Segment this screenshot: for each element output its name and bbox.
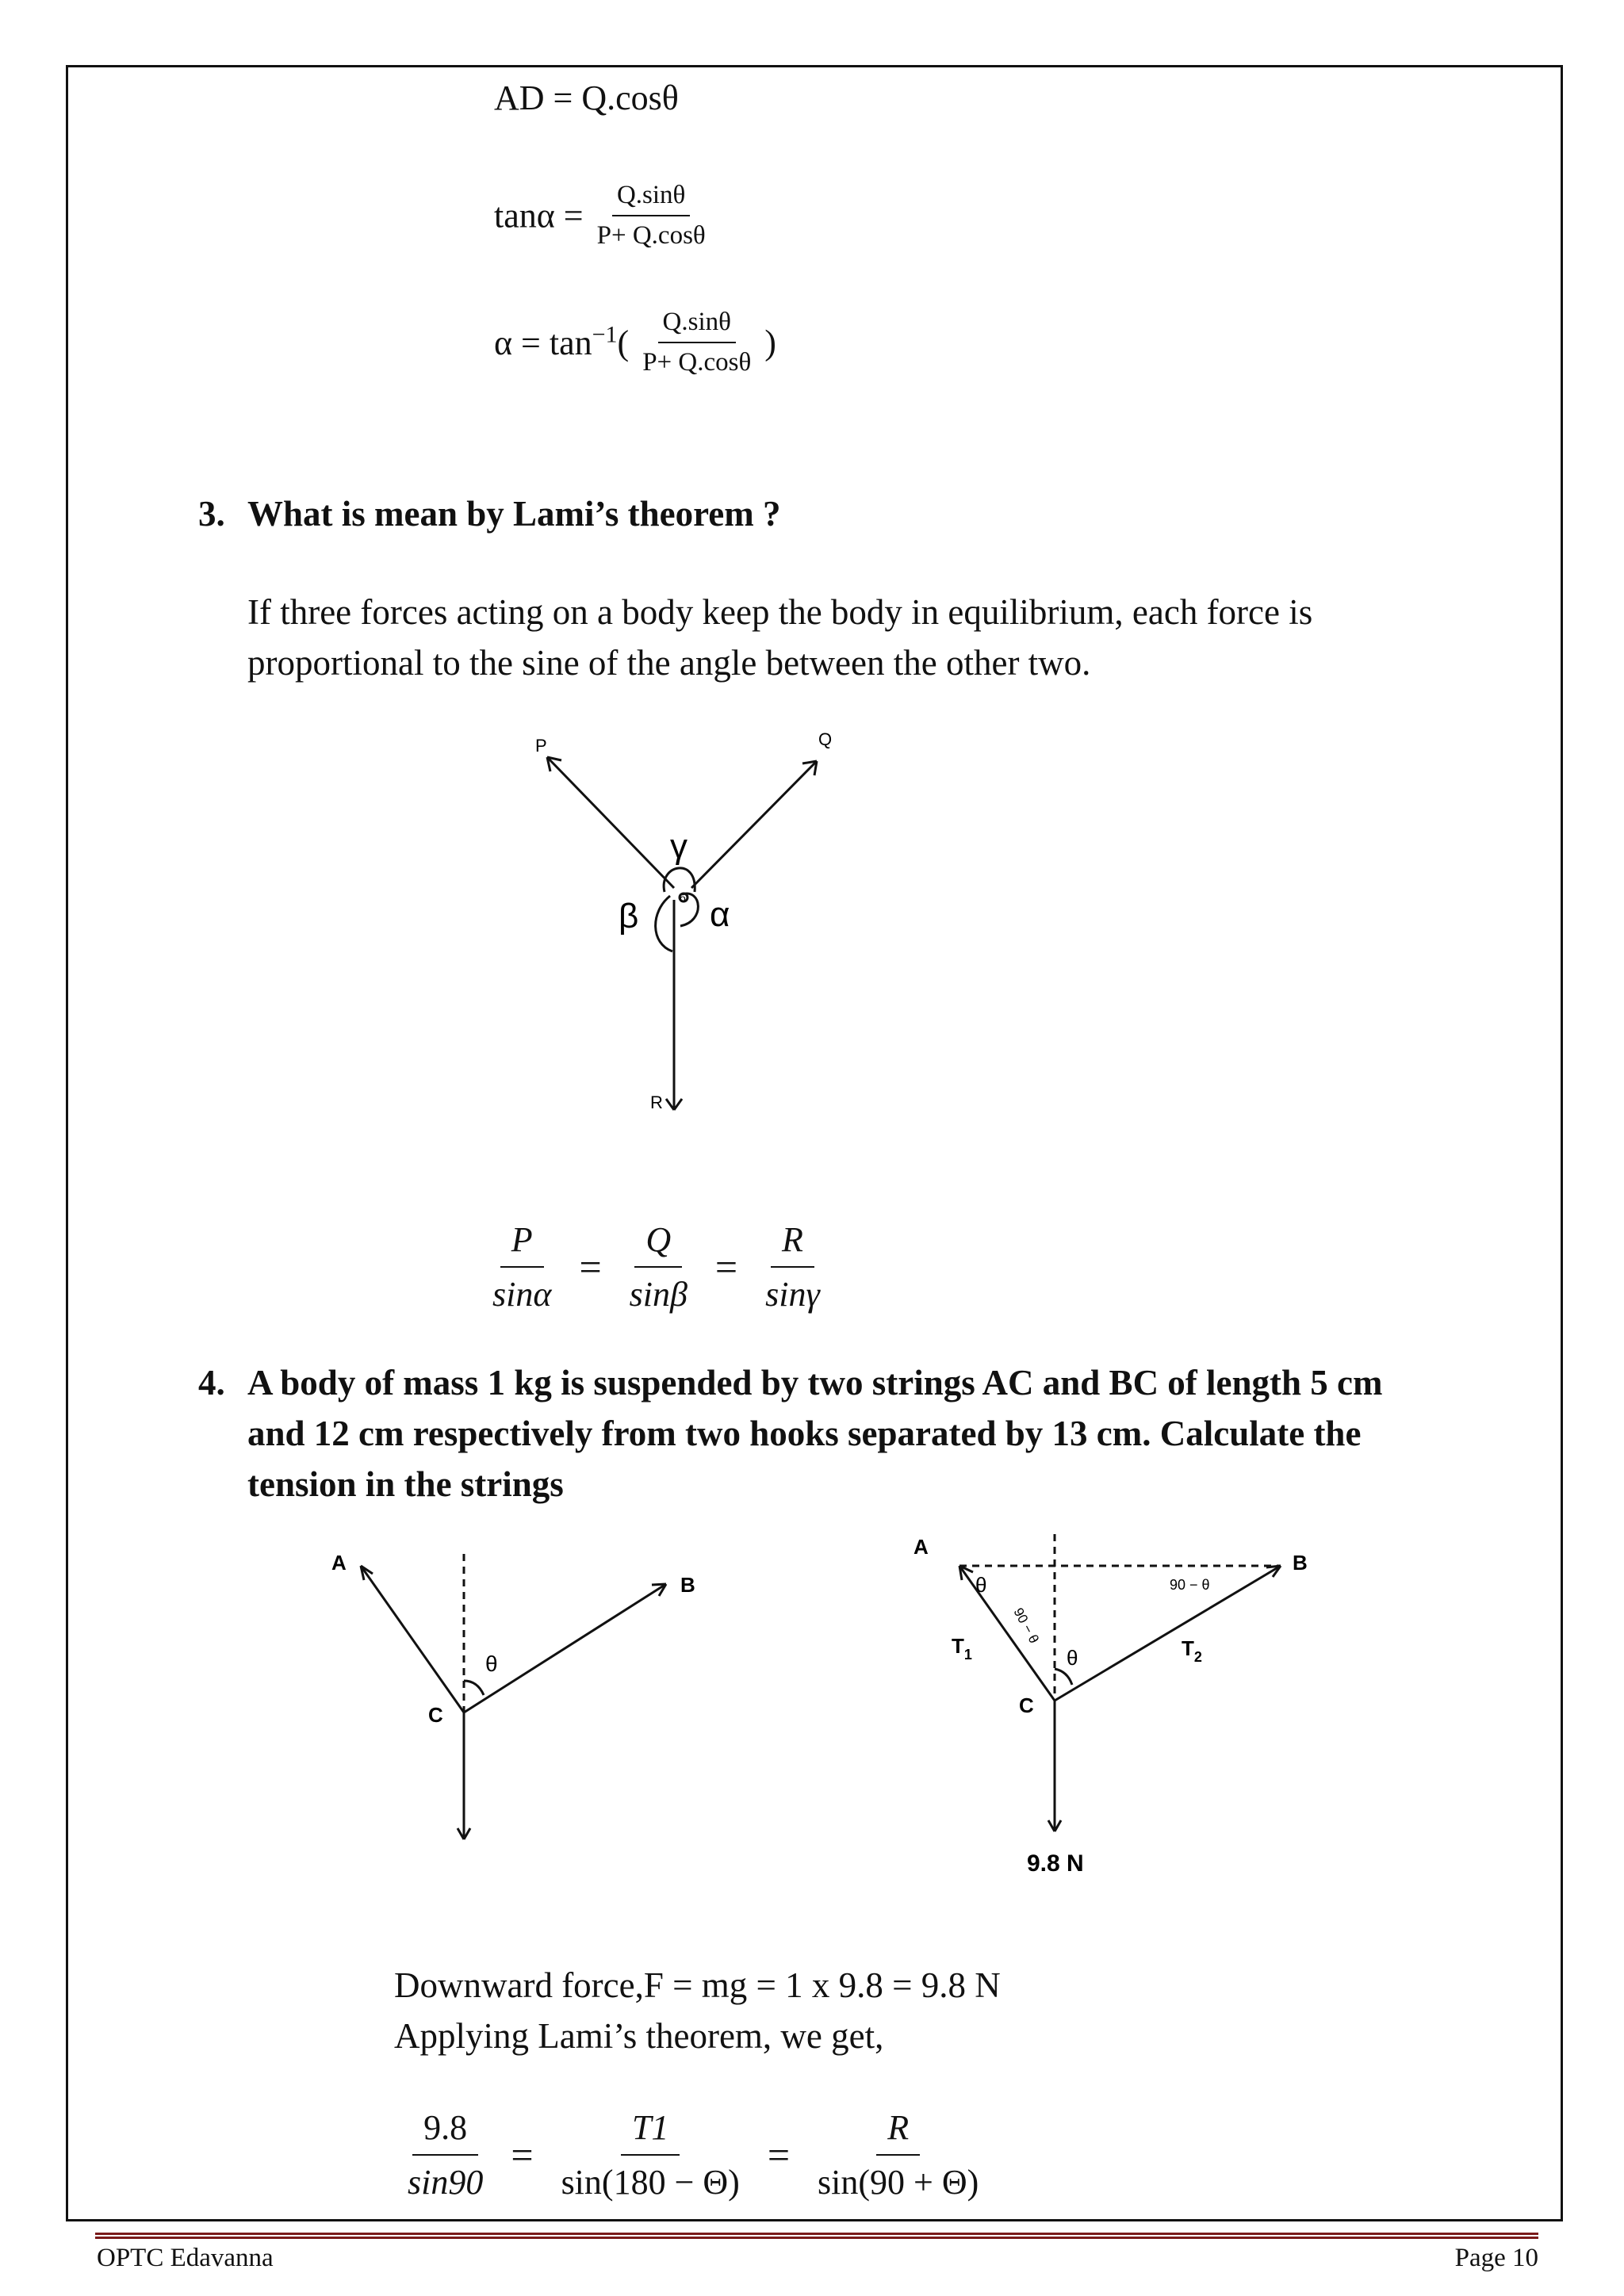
label-weight-force: 9.8 N <box>1027 1850 1084 1877</box>
theta-arc <box>464 1681 484 1695</box>
lami-fraction-3 <box>754 1219 831 1314</box>
label-beta: β <box>619 897 639 936</box>
string-bc-right <box>1055 1566 1281 1701</box>
tension-den-2: sin(180 − Θ) <box>561 2163 740 2202</box>
alpha-lhs-text: α = tan <box>494 323 592 363</box>
string-ac-right <box>959 1566 1055 1701</box>
solution-line-1: Downward force,F = mg = 1 x 9.8 = 9.8 N <box>394 1965 1001 2005</box>
label-t2 <box>1182 1636 1202 1665</box>
page-border <box>66 65 1563 2221</box>
answer-3-line-2: proportional to the sine of the angle between the other two. <box>247 643 1091 683</box>
left-label-b: B <box>680 1573 695 1597</box>
solution-text <box>394 1960 1001 2061</box>
strings-diagram-left <box>317 1538 730 1855</box>
force-q-line <box>691 761 817 888</box>
label-gamma: γ <box>670 827 688 866</box>
force-p-line <box>547 757 674 888</box>
tension-fraction-2 <box>550 2107 751 2202</box>
tension-formula <box>396 2107 990 2202</box>
right-label-b: B <box>1293 1551 1308 1575</box>
strings-diagram-right <box>896 1522 1340 1895</box>
tan-alpha-denominator: P+ Q.cosθ <box>596 221 706 250</box>
lami-den-1: sinα <box>492 1275 552 1314</box>
string-bc <box>464 1584 666 1712</box>
footer-rule-bottom <box>95 2237 1538 2239</box>
beta-arc <box>656 896 672 951</box>
answer-3-line-1: If three forces acting on a body keep the body in equilibrium, each force is <box>247 592 1313 632</box>
label-90-minus-theta-c: 90 − θ <box>1010 1605 1042 1647</box>
lami-num-2: Q <box>634 1219 682 1268</box>
lami-fraction-1 <box>481 1219 562 1314</box>
footer-left: OPTC Edavanna <box>97 2244 274 2272</box>
left-label-a: A <box>331 1551 347 1575</box>
right-label-a: A <box>914 1535 929 1559</box>
lami-eq-2: = <box>714 1245 738 1289</box>
left-label-c: C <box>428 1703 443 1727</box>
footer-rule <box>95 2233 1538 2241</box>
tension-den-1: sin90 <box>408 2163 484 2202</box>
tension-fraction-3 <box>806 2107 990 2202</box>
question-3-answer <box>247 587 1312 688</box>
right-label-theta-a: θ <box>975 1573 987 1597</box>
page-number: Page 10 <box>1454 2244 1538 2272</box>
tension-num-2: T1 <box>621 2107 680 2156</box>
theta-arc-right <box>1055 1669 1072 1685</box>
lami-formula <box>481 1219 831 1314</box>
label-t2-subscript: 2 <box>1193 1649 1202 1665</box>
tension-num-3: R <box>876 2107 920 2156</box>
lami-fraction-2 <box>619 1219 699 1314</box>
lami-num-3: R <box>771 1219 814 1268</box>
right-label-theta-c: θ <box>1067 1646 1078 1670</box>
question-3-number: 3. <box>198 494 225 534</box>
tension-eq-1: = <box>511 2133 534 2177</box>
alpha-denominator: P+ Q.cosθ <box>642 348 752 377</box>
alpha-equation <box>494 308 776 377</box>
ad-equation <box>494 78 679 118</box>
question-3 <box>198 493 781 534</box>
alpha-fraction <box>638 308 756 377</box>
a-arrowhead-right <box>959 1566 973 1580</box>
question-4 <box>198 1357 1383 1510</box>
alpha-numerator: Q.sinθ <box>658 308 736 343</box>
label-o: o <box>680 892 686 905</box>
label-t1 <box>952 1634 972 1663</box>
gamma-arc <box>664 868 695 892</box>
tan-alpha-lhs: tanα = <box>494 196 584 235</box>
alpha-open-paren: ( <box>617 323 630 363</box>
tension-eq-2: = <box>767 2133 791 2177</box>
left-label-theta: θ <box>485 1651 498 1676</box>
tension-fraction-1 <box>396 2107 494 2202</box>
label-r: R <box>650 1093 663 1112</box>
ad-equation-text: AD = Q.cosθ <box>494 78 679 117</box>
question-4-line-3: tension in the strings <box>247 1464 564 1504</box>
lami-eq-1: = <box>579 1245 602 1289</box>
alpha-close-paren: ) <box>764 323 776 362</box>
lami-den-2: sinβ <box>629 1275 688 1314</box>
label-t2-letter: T <box>1182 1636 1194 1660</box>
alpha-lhs <box>494 323 638 362</box>
right-label-c: C <box>1019 1693 1034 1717</box>
tension-num-1: 9.8 <box>412 2107 478 2156</box>
lami-den-3: sinγ <box>765 1275 820 1314</box>
question-4-number: 4. <box>198 1363 225 1402</box>
b-arrowhead <box>652 1584 666 1596</box>
label-t1-subscript: 1 <box>963 1647 972 1663</box>
label-p: P <box>535 736 547 756</box>
label-90-minus-theta-b: 90 − θ <box>1170 1577 1210 1593</box>
alpha-inverse-superscript: −1 <box>592 321 618 348</box>
question-4-line-1: A body of mass 1 kg is suspended by two strings AC and BC of length 5 cm <box>247 1363 1383 1402</box>
lami-force-diagram <box>508 714 872 1126</box>
string-ac <box>361 1566 464 1712</box>
lami-num-1: P <box>500 1219 544 1268</box>
solution-line-2: Applying Lami’s theorem, we get, <box>394 2016 884 2056</box>
tan-alpha-fraction <box>592 181 710 251</box>
label-q: Q <box>818 729 833 749</box>
tan-alpha-numerator: Q.sinθ <box>612 181 690 216</box>
tension-den-3: sin(90 + Θ) <box>818 2163 979 2202</box>
label-alpha: α <box>710 895 730 934</box>
question-3-text: What is mean by Lami’s theorem ? <box>247 494 781 534</box>
tan-alpha-equation <box>494 181 710 251</box>
question-4-line-2: and 12 cm respectively from two hooks separated by 13 cm. Calculate the <box>247 1414 1362 1453</box>
label-t1-letter: T <box>952 1634 964 1658</box>
